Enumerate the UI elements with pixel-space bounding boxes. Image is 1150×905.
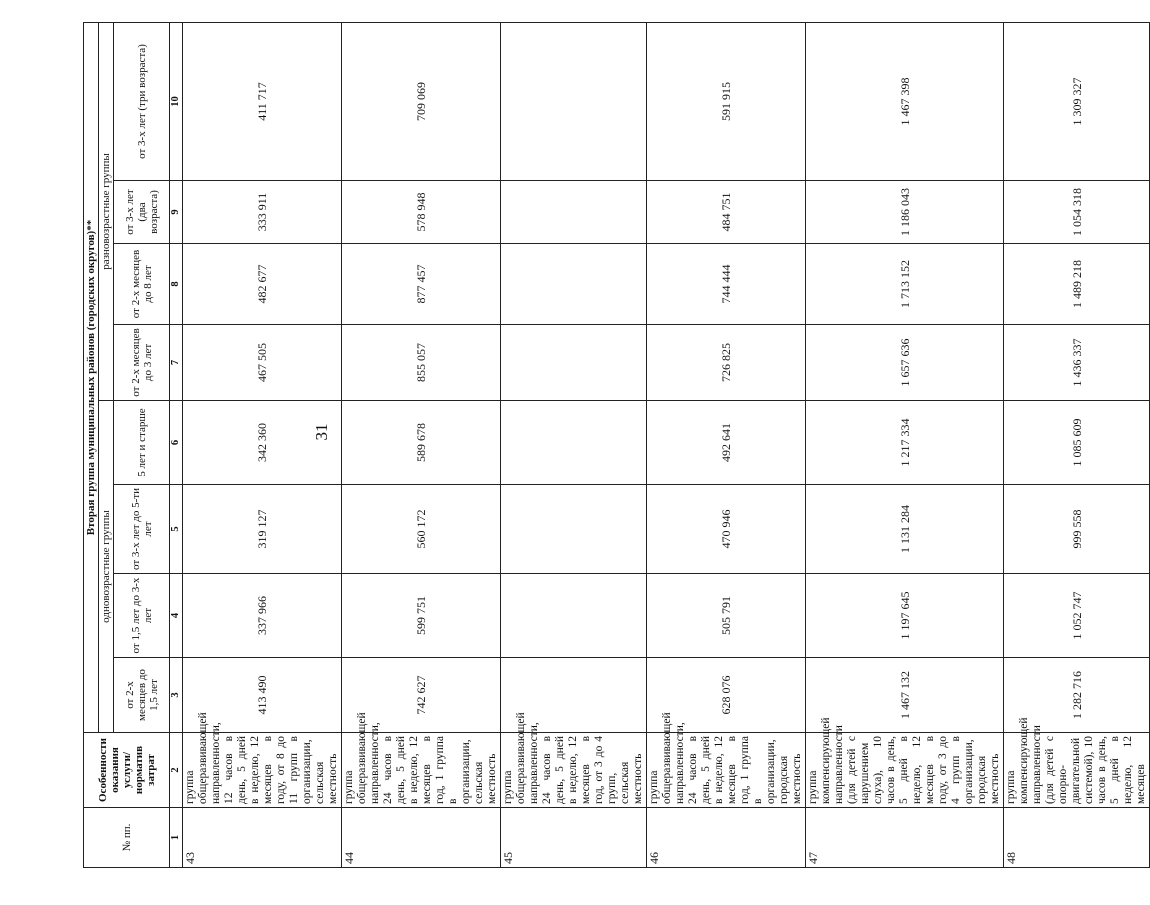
index-cell: 2 (170, 733, 183, 808)
cost-value: 709 069 (342, 22, 501, 180)
cost-value (501, 181, 647, 244)
header-group-main: Вторая группа муниципальных районов (городских округов)** (84, 22, 99, 732)
cost-value: 1 282 716 (1004, 658, 1150, 733)
cost-value: 589 678 (342, 401, 501, 485)
row-number: 48 (1004, 808, 1150, 868)
cost-value: 492 641 (647, 401, 806, 485)
header-col-no: № пп. (84, 808, 170, 868)
cost-value: 877 457 (342, 244, 501, 325)
cost-value: 1 657 636 (806, 325, 1004, 401)
table-row (1004, 22, 1150, 867)
cost-value: 505 791 (647, 574, 806, 658)
header-col-7: от 2-х месяцев до 3 лет (114, 325, 170, 401)
cost-value: 1 052 747 (1004, 574, 1150, 658)
row-description: группа общеразвивающей направленности, 24 часов в день, 5 дней в неделю, 12 месяцев в год, 1 группа в организации, сельская местность (342, 733, 501, 808)
page-number: 31 (312, 423, 331, 441)
cost-value: 1 309 327 (1004, 22, 1150, 180)
row-number: 45 (501, 808, 647, 868)
row-number: 44 (342, 808, 501, 868)
cost-value: 337 966 (183, 574, 342, 658)
cost-value: 470 946 (647, 485, 806, 574)
index-cell: 9 (170, 181, 183, 244)
header-col-10: от 3-х лет (три возраста) (114, 22, 170, 180)
row-description: группа компенсирующей направленности (для детей с нарушением слуха), 10 часов в день, 5 дней в неделю, 12 месяцев в году, от 3 до 4 групп в организации, городская местность (806, 733, 1004, 808)
cost-value: 742 627 (342, 658, 501, 733)
cost-value: 1 186 043 (806, 181, 1004, 244)
table-row (501, 22, 647, 867)
header-col-3: от 2-х месяцев до 1,5 лет (114, 658, 170, 733)
cost-value (501, 22, 647, 180)
header-col-4: от 1,5 лет до 3-х лет (114, 574, 170, 658)
rotated-table-container (83, 23, 1147, 868)
table-row (647, 22, 806, 867)
cost-value: 855 057 (342, 325, 501, 401)
cost-value: 726 825 (647, 325, 806, 401)
cost-value: 599 751 (342, 574, 501, 658)
cost-value: 999 558 (1004, 485, 1150, 574)
cost-value: 1 489 218 (1004, 244, 1150, 325)
cost-value: 1 713 152 (806, 244, 1004, 325)
index-cell: 4 (170, 574, 183, 658)
cost-value: 628 076 (647, 658, 806, 733)
cost-value: 484 751 (647, 181, 806, 244)
header-col-9: от 3-х лет (два возраста) (114, 181, 170, 244)
cost-value: 342 360 (183, 401, 342, 485)
cost-value: 413 490 (183, 658, 342, 733)
header-single-age-groups: одновозрастные группы (99, 401, 114, 733)
cost-value: 1 217 334 (806, 401, 1004, 485)
row-number: 46 (647, 808, 806, 868)
header-multi-age-groups: разновозрастные группы (99, 22, 114, 400)
header-col-8: от 2-х месяцев до 8 лет (114, 244, 170, 325)
index-cell: 6 (170, 401, 183, 485)
row-description: группа общеразвивающей направленности, 24 часов в день, 5 дней в неделю, 12 месяцев в год, 1 группа в организации, городская местность (647, 733, 806, 808)
cost-value (501, 244, 647, 325)
header-col-5: от 3-х лет до 5-ти лет (114, 485, 170, 574)
cost-value: 591 915 (647, 22, 806, 180)
header-col-desc: Особенности оказания услуги/норматив затрат (84, 733, 170, 808)
index-cell: 8 (170, 244, 183, 325)
cost-value (501, 401, 647, 485)
cost-value: 1 467 132 (806, 658, 1004, 733)
cost-value: 560 172 (342, 485, 501, 574)
cost-value: 1 436 337 (1004, 325, 1150, 401)
row-description: группа общеразвивающей направленности, 24 часов в день, 5 дней в неделю, 12 месяцев в год, от 3 до 4 групп, сельская местность (501, 733, 647, 808)
index-cell: 10 (170, 22, 183, 180)
index-cell: 7 (170, 325, 183, 401)
table-row (183, 22, 342, 867)
row-number: 43 (183, 808, 342, 868)
cost-value: 467 505 (183, 325, 342, 401)
index-cell: 3 (170, 658, 183, 733)
header-col-6: 5 лет и старше (114, 401, 170, 485)
row-number: 47 (806, 808, 1004, 868)
cost-value: 411 717 (183, 22, 342, 180)
cost-value: 1 085 609 (1004, 401, 1150, 485)
table-row (806, 22, 1004, 867)
row-description: группа компенсирующей направленности (для детей с опорно-двигательной системой), 10 часов в день, 5 дней в неделю, 12 месяцев (1004, 733, 1150, 808)
index-cell: 5 (170, 485, 183, 574)
cost-value: 333 911 (183, 181, 342, 244)
cost-value: 482 677 (183, 244, 342, 325)
cost-value (501, 485, 647, 574)
cost-value: 744 444 (647, 244, 806, 325)
cost-value: 319 127 (183, 485, 342, 574)
index-cell: 1 (170, 808, 183, 868)
cost-value: 1 467 398 (806, 22, 1004, 180)
cost-value (501, 325, 647, 401)
cost-value: 1 197 645 (806, 574, 1004, 658)
cost-value (501, 574, 647, 658)
cost-value: 578 948 (342, 181, 501, 244)
cost-value: 1 054 318 (1004, 181, 1150, 244)
cost-norms-table (83, 22, 1150, 868)
cost-value: 1 131 284 (806, 485, 1004, 574)
table-row (342, 22, 501, 867)
row-description: группа общеразвивающей направленности, 12 часов в день, 5 дней в неделю, 12 месяцев в году, от 8 до 11 групп в организации, сельская местность (183, 733, 342, 808)
